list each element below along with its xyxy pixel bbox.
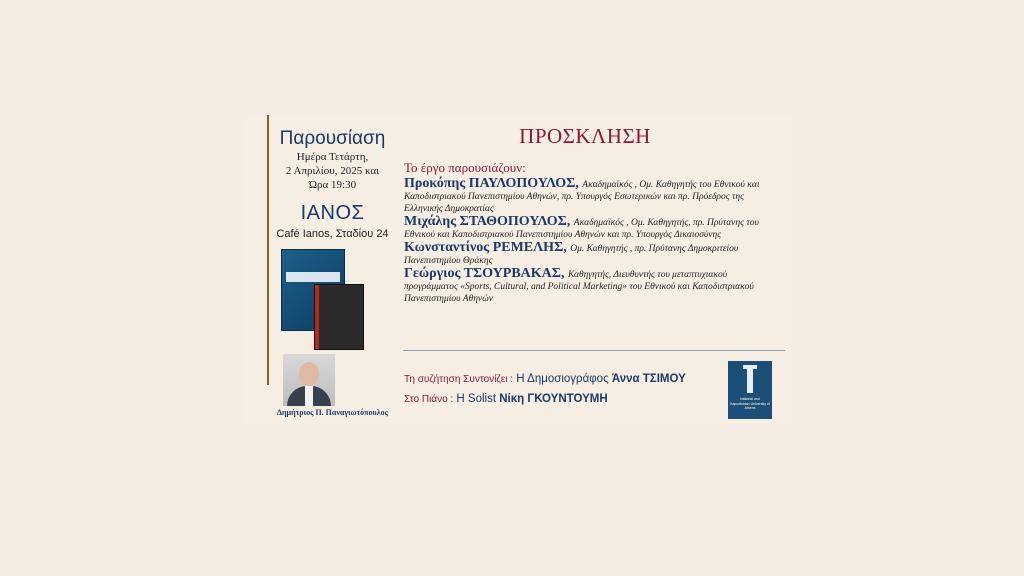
speaker-desc: Ακαδημαϊκός , Ομ. Καθηγητής, πρ. Πρύτανης του Εθνικού και Καποδιστριακού Πανεπιστημίου Αθηνών και πρ. Υπουργός Δικαιοσύνης — [404, 218, 759, 240]
university-logo — [728, 361, 772, 419]
speaker-desc: Ομ. Καθηγητής , πρ. Πρύτανης Δημοκριτείου Πανεπιστημίου Θράκης — [404, 244, 739, 266]
date-line-1: Ημέρα Τετάρτη, — [296, 151, 369, 163]
speaker-name: Προκόπης ΠΑΥΛΟΠΟΥΛΟΣ, — [404, 176, 583, 191]
speakers-list — [404, 178, 774, 306]
invitation-title: ΠΡΟΣΚΛΗΣΗ — [519, 124, 651, 148]
venue-name: ΙΑΝΟΣ — [300, 202, 365, 224]
speaker-4 — [404, 268, 774, 305]
speaker-1 — [404, 178, 774, 215]
vertical-divider — [267, 115, 269, 385]
piano-title: Η Solist — [456, 393, 497, 405]
presentation-title: Παρουσίαση — [279, 128, 386, 149]
speaker-name: Γεώργιος ΤΣΟΥΡΒΑΚΑΣ, — [404, 266, 568, 281]
moderator-role: Τη συζήτηση Συντονίζει : — [404, 374, 514, 385]
speaker-name: Μιχάλης ΣΤΑΘΟΠΟΥΛΟΣ, — [404, 214, 574, 229]
piano-line — [404, 393, 608, 405]
moderator-line — [404, 373, 686, 385]
speaker-2 — [404, 216, 774, 241]
piano-role: Στο Πιάνο : — [404, 394, 454, 405]
horizontal-divider — [403, 350, 785, 351]
author-photo — [283, 354, 335, 406]
book-cover-dark — [314, 284, 364, 350]
venue-address: Café Ianos, Σταδίου 24 — [276, 228, 389, 240]
presenters-label: Το έργο παρουσιάζουν: — [404, 160, 526, 175]
photo-shirt — [305, 386, 313, 406]
speaker-3 — [404, 242, 774, 267]
book-stripe — [286, 272, 340, 282]
logo-text: National and Kapodistrian University of Athens — [730, 397, 770, 410]
moderator-title: Η Δημοσιογράφος — [516, 373, 609, 385]
author-name: Δημήτριος Π. Παναγιωτόπουλος — [276, 408, 388, 417]
moderator-name: Άννα ΤΣΙΜΟΥ — [611, 373, 686, 385]
photo-head — [299, 362, 319, 386]
book-spine — [315, 285, 319, 349]
column-icon — [747, 367, 753, 393]
date-line-2: 2 Απριλίου, 2025 και — [285, 165, 380, 177]
speaker-name: Κωνσταντίνος ΡΕΜΕΛΗΣ, — [404, 240, 571, 255]
speaker-desc: Καθηγητής, Διευθυντής του μεταπτυχιακού προγράμματος «Sports, Cultural, and Political Marketing» του Εθνικού και Καποδιστριακού Πανεπιστημίου Αθηνών — [404, 270, 754, 304]
date-line-3: Ώρα 19:30 — [308, 179, 357, 191]
pianist-name: Νίκη ΓΚΟΥΝΤΟΥΜΗ — [499, 393, 608, 405]
speaker-desc: Ακαδημαϊκός , Ομ. Καθηγητής του Εθνικού και Καποδιστριακού Πανεπιστημίου Αθηνών, πρ. Υπουργός Εσωτερικών και πρ. Πρόεδρος της Ελληνικής Δημοκρατίας — [404, 180, 760, 214]
event-details — [270, 125, 395, 240]
